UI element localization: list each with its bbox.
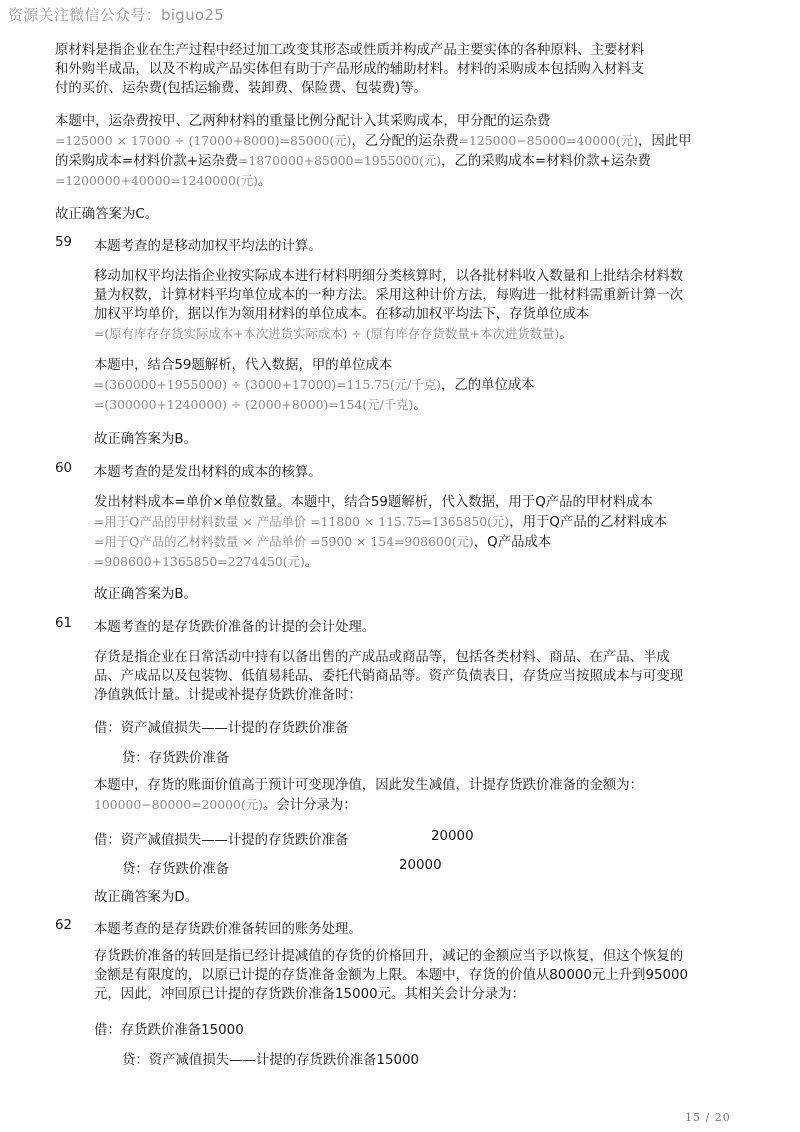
intro-paragraph	[55, 41, 644, 98]
answer-line: 故正确答案为D。	[94, 890, 199, 905]
text-line: 存货跌价准备的转回是指已经计提减值的存货的价格回升，减记的金额应当予以恢复，但这个恢复的	[94, 949, 684, 964]
question-title: 本题考查的是移动加权平均法的计算。	[94, 239, 322, 254]
text-line	[94, 552, 667, 572]
text-line	[55, 171, 692, 191]
formula: =用于Q产品的甲材料数量 × 产品单价 =11800 × 115.75=1365850(元)	[94, 514, 510, 529]
text-fragment: ，Q产品成本	[473, 535, 552, 550]
question-number: 60	[55, 461, 73, 476]
text-line	[94, 395, 535, 415]
text-line: 和外购半成品，以及不构成产品实体但有助于产品形成的辅助材料。材料的采购成本包括购入材料支	[55, 62, 645, 77]
text-line: 本题中，存货的账面价值高于预计可变现净值，因此发生减值，计提存货跌价准备的金额为：	[94, 778, 644, 793]
formula: =(原有库存存货实际成本+本次进货实际成本) ÷ (原有库存存货数量+本次进货数量)	[94, 326, 560, 341]
text-line	[94, 532, 667, 552]
question-number: 61	[55, 616, 73, 631]
text-line	[94, 512, 667, 532]
text-fragment: 。会计分录为：	[262, 798, 357, 813]
text-line: 净值孰低计量。计提或补提存货跌价准备时：	[94, 688, 362, 703]
explanation-paragraph	[94, 947, 688, 1004]
formula: =125000−85000=40000(元)	[458, 133, 638, 148]
text-line	[55, 151, 692, 171]
calculation-paragraph	[94, 356, 535, 415]
journal-entry-credit: 贷：存货跌价准备	[122, 862, 230, 877]
journal-entry-debit: 借：资产减值损失——计提的存货跌价准备	[94, 833, 349, 848]
text-line: 原材料是指企业在生产过程中经过加工改变其形态或性质并构成产品主要实体的各种原料、主要材料	[55, 43, 645, 58]
text-fragment: 。	[413, 398, 427, 413]
text-fragment: ，因此甲	[637, 134, 692, 149]
text-line: 元，因此，冲回原已计提的存货跌价准备15000元。其相关会计分录为：	[94, 987, 525, 1002]
text-fragment: ，乙的采购成本=材料价款+运杂费	[441, 154, 652, 169]
answer-line: 故正确答案为B。	[94, 432, 197, 447]
text-fragment: 。	[304, 555, 319, 570]
text-fragment: 。	[258, 174, 272, 189]
explanation-paragraph	[94, 648, 683, 705]
text-line: 金额是有限度的，以原已计提的存货准备金额为上限。本题中，存货的价值从80000元上升到95000	[94, 968, 689, 983]
debit-amount: 20000	[431, 829, 474, 844]
text-fragment: 的采购成本=材料价款+运杂费	[55, 154, 239, 169]
journal-entry-credit: 贷：资产减值损失——计提的存货跌价准备15000	[122, 1053, 420, 1068]
formula: =1870000+85000=1955000(元)	[238, 153, 442, 168]
text-line: 移动加权平均法指企业按实际成本进行材料明细分类核算时，以各批材料收入数量和上批结余材料数	[94, 269, 684, 284]
text-fragment: 。	[559, 327, 573, 342]
formula: =908600+1365850=2274450(元)	[94, 554, 305, 569]
credit-amount: 20000	[399, 858, 442, 873]
text-line: 本题中，结合59题解析，代入数据，甲的单位成本	[94, 358, 393, 373]
question-title: 本题考查的是发出材料的成本的核算。	[94, 465, 322, 480]
formula: =125000 × 17000 ÷ (17000+8000)=85000(元)	[55, 133, 352, 148]
journal-entry-credit: 贷：存货跌价准备	[122, 751, 230, 766]
calculation-paragraph	[94, 776, 643, 815]
text-line: 发出材料成本=单价×单位数量。本题中，结合59题解析，代入数据，用于Q产品的甲材料成本	[94, 495, 653, 510]
answer-line: 故正确答案为B。	[94, 587, 197, 602]
question-title: 本题考查的是存货跌价准备转回的账务处理。	[94, 922, 362, 937]
journal-entry-debit: 借：存货跌价准备15000	[94, 1023, 244, 1038]
formula: =1200000+40000=1240000(元)	[55, 173, 258, 188]
text-line: 本题中，运杂费按甲、乙两种材料的重量比例分配计入其采购成本，甲分配的运杂费	[55, 114, 551, 129]
question-title: 本题考查的是存货跌价准备的计提的会计处理。	[94, 620, 376, 635]
page-number: 15 / 20	[685, 1111, 731, 1124]
text-fragment: ，乙分配的运杂费	[351, 134, 459, 149]
watermark: 资源关注微信公众号：biguo25	[8, 6, 225, 24]
text-line: 量为权数，计算材料平均单位成本的一种方法。采用这种计价方法，每购进一批材料需重新计算一次	[94, 288, 684, 303]
text-line	[94, 324, 683, 344]
text-line: 存货是指企业在日常活动中持有以备出售的产成品或商品等，包括各类材料、商品、在产品、半成	[94, 650, 670, 665]
question-number: 62	[55, 918, 73, 933]
text-line: 付的买价、运杂费(包括运输费、装卸费、保险费、包装费)等。	[55, 81, 427, 96]
text-line	[55, 131, 692, 151]
formula: 100000−80000=20000(元)	[94, 797, 263, 812]
text-line: 加权平均单价，据以作为领用材料的单位成本。在移动加权平均法下，存货单位成本	[94, 307, 590, 322]
explanation-paragraph	[94, 267, 683, 344]
intro-calculation	[55, 112, 692, 191]
text-fragment: ，用于Q产品的乙材料成本	[509, 515, 668, 530]
question-number: 59	[55, 235, 73, 250]
formula: =(300000+1240000) ÷ (2000+8000)=154(元/千克)	[94, 397, 414, 412]
formula: =用于Q产品的乙材料数量 × 产品单价 =5900 × 154=908600(元)	[94, 534, 474, 549]
journal-entry-debit: 借：资产减值损失——计提的存货跌价准备	[94, 721, 349, 736]
text-line: 品、产成品以及包装物、低值易耗品、委托代销商品等。资产负债表日，存货应当按照成本与可变现	[94, 669, 684, 684]
text-line	[94, 795, 643, 815]
text-fragment: ，乙的单位成本	[440, 378, 535, 393]
answer-line: 故正确答案为C。	[55, 207, 159, 222]
calculation-paragraph	[94, 493, 667, 572]
text-line	[94, 375, 535, 395]
formula: =(360000+1955000) ÷ (3000+17000)=115.75(元/千克)	[94, 377, 441, 392]
